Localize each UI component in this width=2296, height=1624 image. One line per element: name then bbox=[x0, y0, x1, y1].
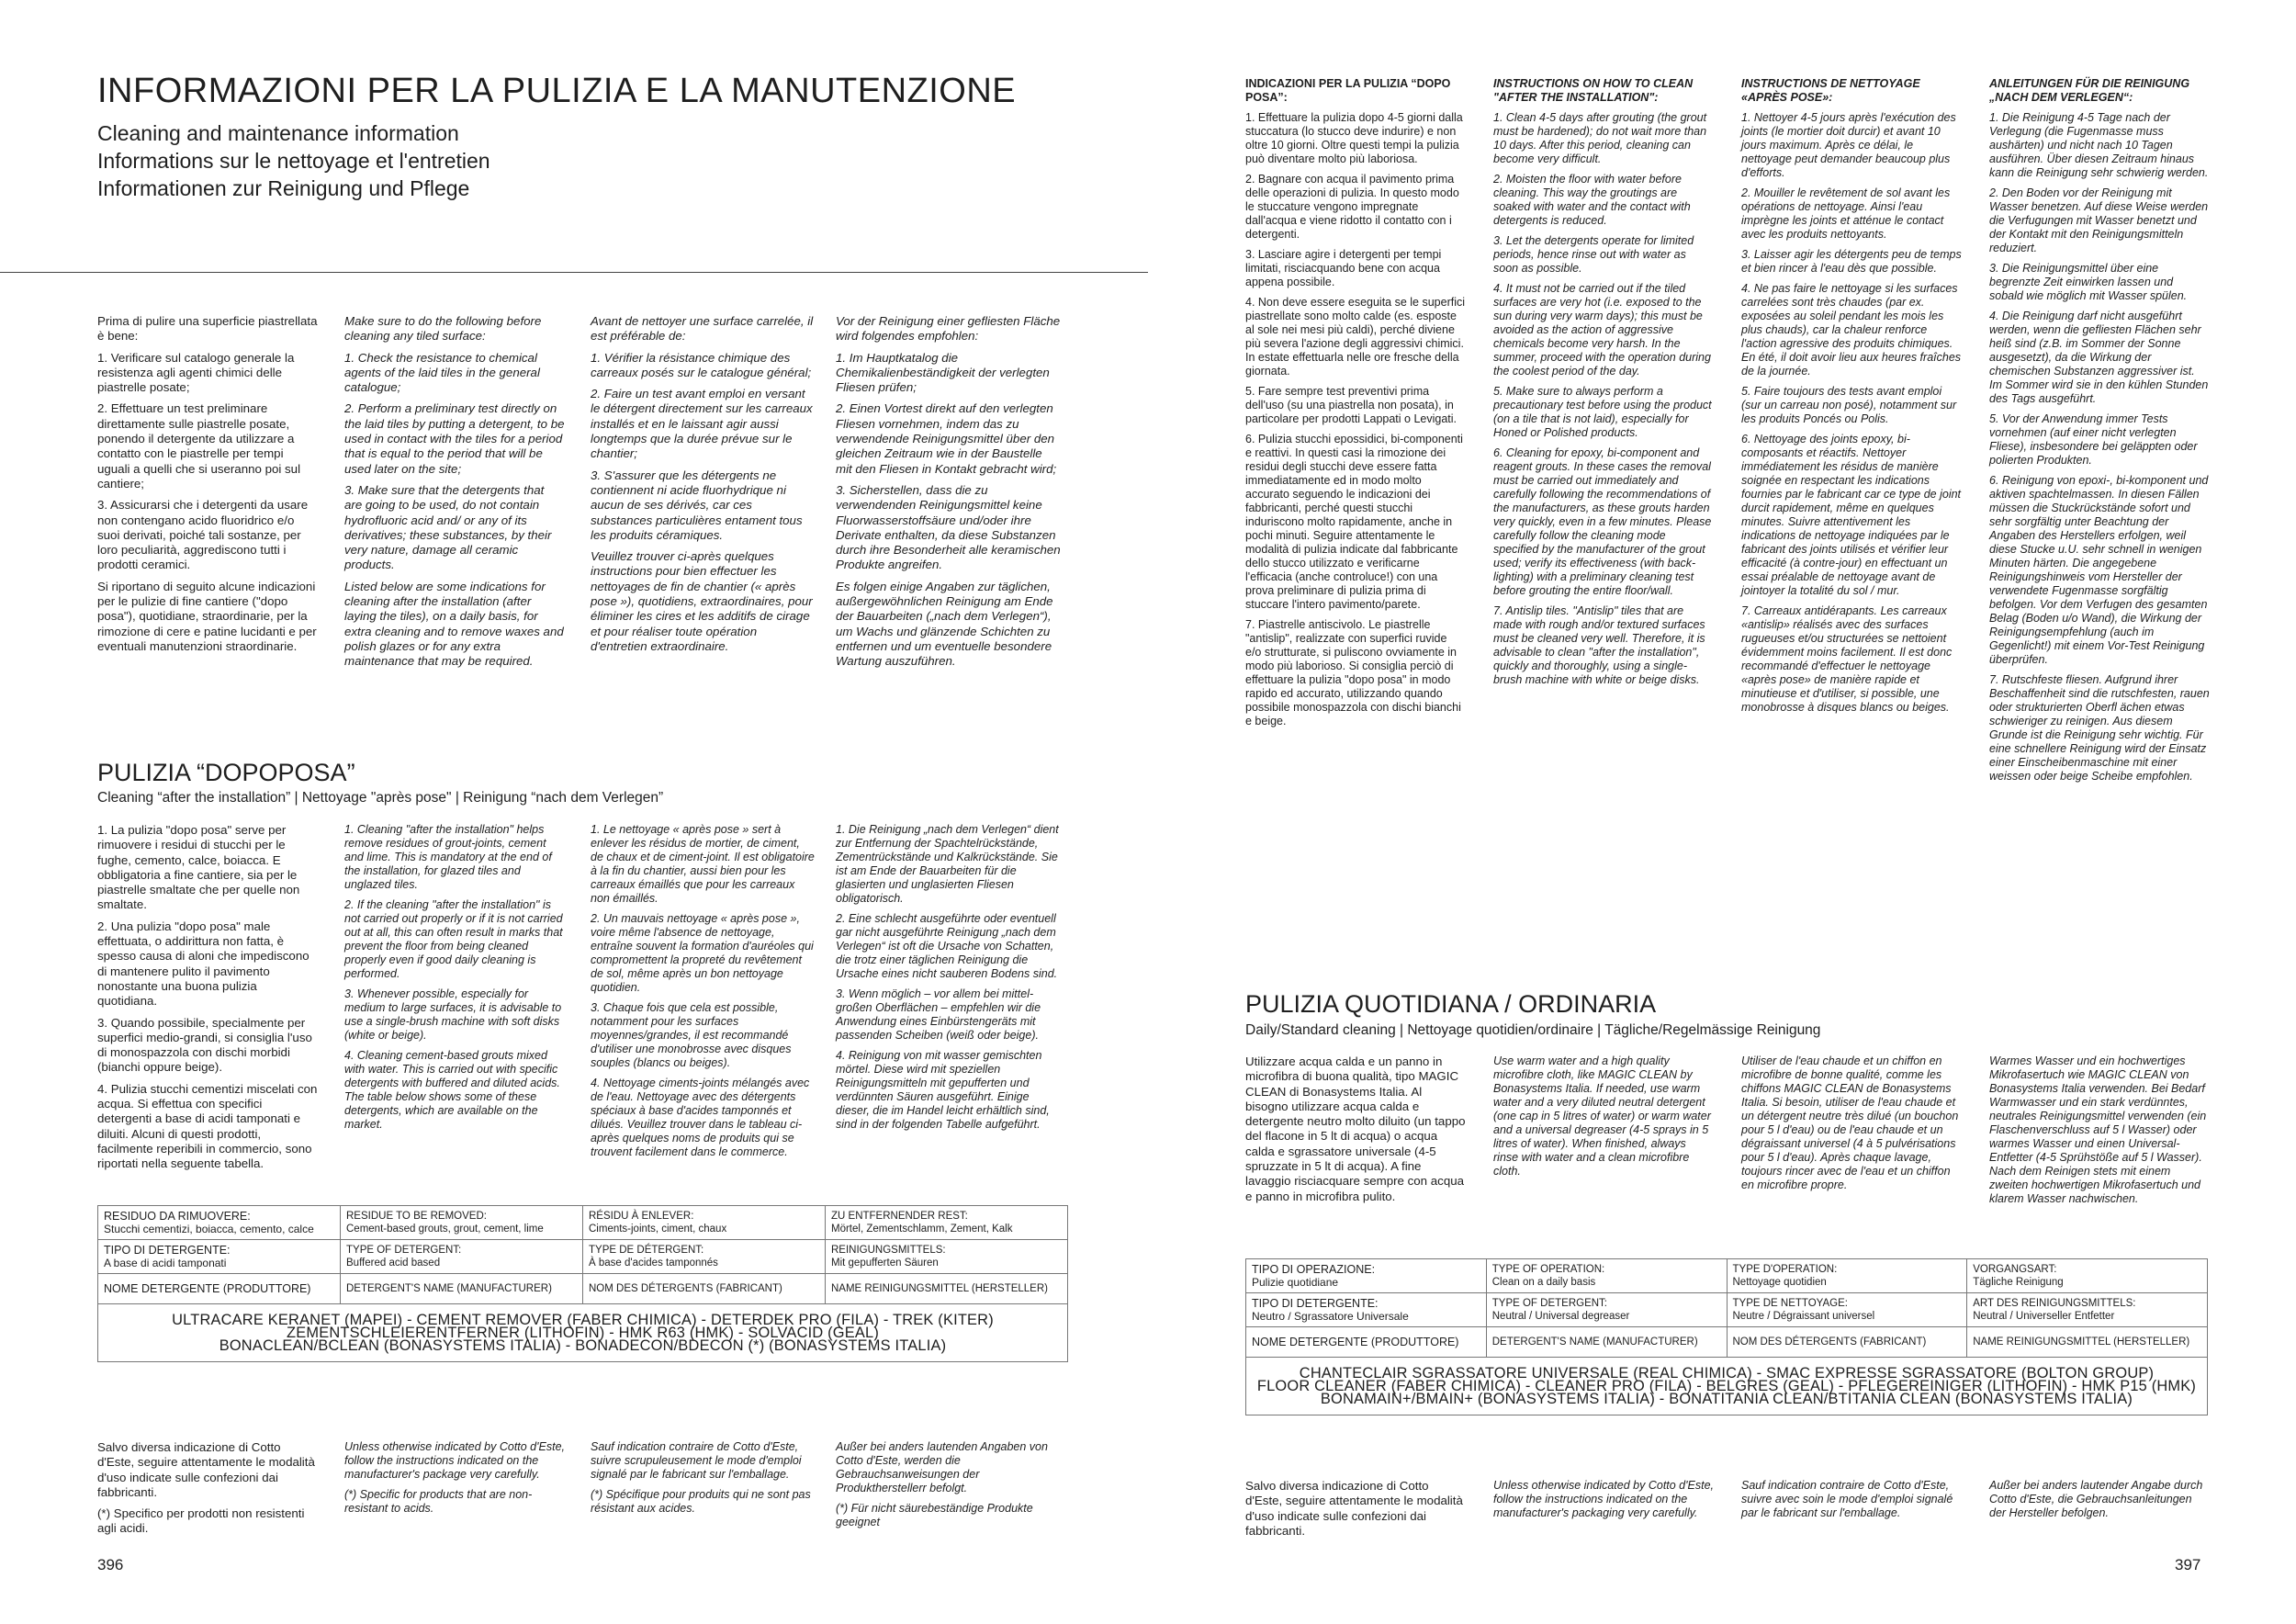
cell-label: TYPE DE NETTOYAGE: bbox=[1732, 1298, 1848, 1309]
cell-label: RESIDUO DA RIMUOVERE: bbox=[104, 1210, 251, 1223]
intro-en-2: 2. Perform a preliminary test directly on the laid tiles by putting a detergent, to be used in contact with the tiles for a period that is equal to the period that will be used later on the site; bbox=[344, 401, 565, 476]
footer-en-right bbox=[1493, 1479, 1714, 1527]
subtitle-fr: Informations sur le nettoyage et l'entretien bbox=[97, 149, 490, 173]
product-line: BONAMAIN+/BMAIN+ (BONASYSTEMS ITALIA) - BONATITANIA CLEAN/BTITANIA CLEAN (BONASYSTEMS ITALIA) bbox=[1320, 1391, 2133, 1407]
daily-table bbox=[1245, 1258, 2208, 1415]
footer-de-asterisk: (*) Für nicht säurebeständige Produkte geeignet bbox=[836, 1502, 1033, 1528]
intro-fr-2: 2. Faire un test avant emploi en versant le détergent directement sur les carreaux installés et en le laissant agir aussi longtemps que la durée prévue sur le chantier; bbox=[591, 387, 813, 461]
footer-fr bbox=[591, 1440, 816, 1522]
section-subtitle-quotidiana: Daily/Standard cleaning | Nettoyage quotidien/ordinaire | Tägliche/Regelmässige Reinigung bbox=[1245, 1022, 1821, 1038]
dopoposa-it-3: 3. Quando possibile, specialmente per superfici medio-grandi, si consiglia l'uso di monospazzola con dischi morbidi (bianchi oppure beige). bbox=[97, 1015, 312, 1075]
cell-value: Neutral / Universal degreaser bbox=[1491, 1311, 1630, 1322]
cell-value: Mit gepufferten Säuren bbox=[831, 1257, 939, 1269]
dopoposa-en-2: 2. If the cleaning "after the installation" is not carried out properly or if it is not carried out at all, this can often result in marks that prevent the floor from being cleaned properly even if good daily cleaning is performed. bbox=[344, 898, 563, 980]
intro-fr-3: 3. S'assurer que les détergents ne contiennent ni acide fluorhydrique ni aucun de ses dérivés, car ces substances particulières entament tous les produits céramiques. bbox=[591, 468, 803, 542]
cell-label: TIPO DI DETERGENTE: bbox=[104, 1244, 231, 1257]
page-number: 397 bbox=[2175, 1556, 2201, 1573]
daily-de-text: Warmes Wasser und ein hochwertiges Mikrofasertuch wie MAGIC CLEAN von Bonasystems Italia verwenden. Bei Bedarf Warmwasser und ein stark verdünntes, neutrales Reinigungsmittel verwenden (ein Flaschenverschluss auf 5 l Wasser) oder warmes Wasser und einen Universal-Entfetter (4-5 Sprühstöße auf 5 l Wasser). Nach dem Reinigen stets mit einem zweiten hochwertigen Mikrofasertuch und klarem Wasser nachwischen. bbox=[1989, 1054, 2207, 1205]
cell-value: À base d'acides tamponnés bbox=[589, 1257, 718, 1269]
cell-label: TYPE OF OPERATION: bbox=[1491, 1264, 1605, 1275]
dopoposa-instructions-fr bbox=[1741, 77, 1962, 721]
page-subtitles bbox=[97, 119, 490, 202]
daily-en bbox=[1493, 1054, 1714, 1185]
dopoposa-it bbox=[97, 823, 318, 1179]
intro-it-4: Si riportano di seguito alcune indicazioni per le pulizie di fine cantiere ("dopo posa"), quotidiane, straordinarie, per la rimozione di cere e patine lucidanti e per eventuali manutenzioni straordinarie. bbox=[97, 579, 317, 653]
instruction-de-5: 5. Vor der Anwendung immer Tests vornehmen (auf einer nicht verlegten Fliese), insbesondere bei geläppten oder polierten Produkten. bbox=[1989, 412, 2198, 467]
instruction-fr-3: 3. Laisser agir les détergents peu de temps et bien rincer à l'eau dès que possible. bbox=[1741, 248, 1962, 275]
intro-en-4: Listed below are some indications for cleaning after the installation (after laying the tiles), on a daily basis, for extra cleaning and to remove waxes and polish glazes or for any extra maintenance that may be required. bbox=[344, 579, 564, 669]
intro-it bbox=[97, 314, 318, 660]
section-title-quotidiana: PULIZIA QUOTIDIANA / ORDINARIA bbox=[1245, 990, 1657, 1018]
cell-value: A base di acidi tamponati bbox=[104, 1257, 227, 1269]
daily-en-text: Use warm water and a high quality microfibre cloth, like MAGIC CLEAN by Bonasystems Italia. If needed, use warm water and a very diluted neutral detergent (one cap in 5 litres of water) or warm water and a universal degreaser (4-5 sprays in 5 litres of water). When finished, always rinse with water and a clean microfibre cloth. bbox=[1493, 1054, 1711, 1178]
daily-it bbox=[1245, 1054, 1466, 1211]
intro-fr-1: 1. Vérifier la résistance chimique des carreaux posés sur le catalogue général; bbox=[591, 350, 812, 379]
instructions-title-de: ANLEITUNGEN FÜR DIE REINIGUNG „NACH DEM VERLEGEN“: bbox=[1989, 77, 2190, 104]
cell-value: Neutro / Sgrassatore Universale bbox=[1252, 1310, 1409, 1323]
dopoposa-en-3: 3. Whenever possible, especially for medium to large surfaces, it is advisable to use a single-brush machine with soft disks (white or beige). bbox=[344, 987, 562, 1042]
footer-fr-note: Sauf indication contraire de Cotto d'Este, suivre scrupuleusement le mode d'emploi signalé par le fabricant sur l'emballage. bbox=[591, 1440, 802, 1481]
footer-it-asterisk: (*) Specifico per prodotti non resistenti agli acidi. bbox=[97, 1506, 305, 1536]
cell-label: TIPO DI OPERAZIONE: bbox=[1252, 1263, 1376, 1276]
daily-fr bbox=[1741, 1054, 1962, 1199]
cell-value: Nettoyage quotidien bbox=[1732, 1277, 1827, 1288]
daily-de bbox=[1989, 1054, 2210, 1212]
instruction-de-7: 7. Rutschfeste fliesen. Aufgrund ihrer Beschaffenheit sind die rutschfesten, rauen oder strukturierten Oberfl ächen etwas schwieriger zu reinigen. Aus diesem Grunde ist die Reinigung sehr wichtig. Für eine schnellere Reinigung wird der Einsatz einer Einscheibenmaschine mit einer weissen oder beige Scheibe empfohlen. bbox=[1989, 673, 2210, 783]
footer-it bbox=[97, 1440, 318, 1543]
cell-label: NOM DES DÉTERGENTS (FABRICANT) bbox=[589, 1283, 782, 1294]
cell-label: TYPE DE DÉTERGENT: bbox=[589, 1245, 704, 1256]
instruction-fr-2: 2. Mouiller le revêtement de sol avant les opérations de nettoyage. Ainsi l'eau imprègne les joints et atténue le contact avec les produits nettoyants. bbox=[1741, 186, 1951, 241]
cell-value: Clean on a daily basis bbox=[1491, 1277, 1596, 1288]
cell-label: NAME REINIGUNGSMITTEL (HERSTELLER) bbox=[831, 1283, 1048, 1294]
cell-label: NOME DETERGENTE (PRODUTTORE) bbox=[1252, 1336, 1459, 1348]
instruction-de-1: 1. Die Reinigung 4-5 Tage nach der Verlegung (die Fugenmasse muss aushärten) und nicht nach 10 Tagen ausführen. Über diesen Zeitraum hinaus kann die Reinigung sehr schwierig werden. bbox=[1989, 111, 2209, 179]
instruction-it-4: 4. Non deve essere eseguita se le superfici piastrellate sono molto calde (es. esposte al sole nei mesi più caldi), perché diviene più severa l'azione degli aggressivi chimici. In estate effettuarla nelle ore fresche della giornata. bbox=[1245, 296, 1466, 378]
dopoposa-instructions-de bbox=[1989, 77, 2210, 790]
product-line: CHANTECLAIR SGRASSATORE UNIVERSALE (REAL CHIMICA) - SMAC EXPRESSE SGRASSATORE (BOLTON GROUP) bbox=[1299, 1365, 2155, 1382]
dopoposa-de-1: 1. Die Reinigung „nach dem Verlegen“ dient zur Entfernung der Spachtelrückstände, Zementrückstände und Kalkrückstände. Sie ist am Ende der Bauarbeiten für die glasierten und unglasierten Fliesen obligatorisch. bbox=[836, 823, 1059, 905]
cell-value: Ciments-joints, ciment, chaux bbox=[589, 1224, 727, 1235]
dopoposa-fr-2: 2. Un mauvais nettoyage « après pose », voire même l'absence de nettoyage, entraîne souvent la formation d'auréoles qui compromettent la propreté du revêtement de sol, même après un bon nettoyage quotidien. bbox=[591, 912, 814, 994]
footer-fr-asterisk: (*) Spécifique pour produits qui ne sont pas résistant aux acides. bbox=[591, 1488, 811, 1515]
table-row bbox=[98, 1274, 1068, 1304]
instruction-en-6: 6. Cleaning for epoxy, bi-component and reagent grouts. In these cases the removal must be carried out immediately and carefully following the recommendations of the manufacturers, as these grouts harden very quickly, even in a few minutes. Please carefully follow the cleaning mode specified by the manufacturer of the grout used; verify its effectiveness (with back-lighting) with a preliminary cleaning test before grouting the entire floor/wall. bbox=[1493, 446, 1712, 597]
cell-label: DETERGENT'S NAME (MANUFACTURER) bbox=[346, 1283, 552, 1294]
intro-it-lead: Prima di pulire una superficie piastrellata è bene: bbox=[97, 314, 318, 344]
dopoposa-it-4: 4. Pulizia stucchi cementizi miscelati con acqua. Si effettua con specifici detergenti a base di acidi tamponati e diluiti. Alcuni di questi prodotti, facilmente reperibili in commercio, sono riportati nella seguente tabella. bbox=[97, 1081, 318, 1171]
intro-fr-lead: Avant de nettoyer une surface carrelée, il est préférable de: bbox=[591, 314, 814, 344]
dopoposa-de-4: 4. Reinigung von mit wasser gemischten mörtel. Diese wird mit speziellen Reinigungsmitteln mit gepufferten und verdünnten Säuren ausgeführt. Einige dieser, die im Handel leicht erhältlich sind, sind in der folgenden Tabelle aufgeführt. bbox=[836, 1049, 1050, 1131]
cell-value: Tägliche Reinigung bbox=[1973, 1277, 2064, 1288]
right-page bbox=[1148, 0, 2296, 1624]
instruction-it-6: 6. Pulizia stucchi epossidici, bi-componenti e reattivi. In questi casi la rimozione dei residui degli stucchi deve essere fatta immediatamente ed in modo molto accurato seguendo le indicazioni dei fabbricanti, perché questi stucchi induriscono molto rapidamente, anche in pochi minuti. Seguire attentamente le modalità di pulizia indicate dal fabbricante dello stucco utilizzato e verificarne l'efficacia (anche controluce!) con una prova preliminare di pulizia prima di stuccare l'intero pavimento/parete. bbox=[1245, 433, 1463, 611]
dopoposa-de-2: 2. Eine schlecht ausgeführte oder eventuell gar nicht ausgeführte Reinigung „nach dem Verlegen“ ist oft die Ursache von Schatten, die trotz einer täglichen Reinigung die Ursache eines nicht sauberen Bodens sind. bbox=[836, 912, 1058, 980]
intro-fr-4: Veuillez trouver ci-après quelques instructions pour bien effectuer les nettoyages de fin de chantier (« après pose »), quotidiens, extraordinaires, pour éliminer les cires et les additifs de cirage et pour réaliser toute opération d'entretien extraordinaire. bbox=[591, 549, 813, 653]
cell-label: RÉSIDU À ENLEVER: bbox=[589, 1211, 694, 1222]
cell-label: DETERGENT'S NAME (MANUFACTURER) bbox=[1491, 1336, 1698, 1348]
instruction-de-6: 6. Reinigung von epoxi-, bi-komponent und aktiven spachtelmassen. In diesen Fällen müssen die Stuckrückstände sofort und sehr sorgfältig unter Beachtung der Angaben des Herstellers erfolgen, weil diese Stucke u.U. sehr schnell in wenigen Minuten härten. Die angegebene Reinigungshinweis vom Hersteller der verwendete Fugenmasse sorgfältig befolgen. Vor dem Verfugen des gesamten Belag (Boden u/o Wand), die Wirkung der Reinigungsempfehlung (auch im Gegenlicht!) mit einem Vor-Test Reinigung überprüfen. bbox=[1989, 474, 2209, 666]
cell-label: ZU ENTFERNENDER REST: bbox=[831, 1211, 968, 1222]
table-row bbox=[1246, 1259, 2208, 1293]
dopoposa-table bbox=[97, 1205, 1068, 1362]
instruction-en-3: 3. Let the detergents operate for limited periods, hence rinse out with water as soon as possible. bbox=[1493, 234, 1694, 275]
footer-en-note: Unless otherwise indicated by Cotto d'Este, follow the instructions indicated on the manufacturer's packaging very carefully. bbox=[1493, 1479, 1715, 1519]
instruction-de-4: 4. Die Reinigung darf nicht ausgeführt werden, wenn die gefliesten Flächen sehr heiß sind (z.B. im Sommer der Sonne ausgesetzt), da die Wirkung der chemischen Substanzen aggressiver ist. Im Sommer wird sie in den kühlen Stunden des Tags ausgeführt. bbox=[1989, 310, 2209, 405]
dopoposa-it-2: 2. Una pulizia "dopo posa" male effettuata, o addirittura non fatta, è spesso causa di aloni che impediscono di mantenere pulito il pavimento nonostante una buona pulizia quotidiana. bbox=[97, 919, 310, 1009]
dopoposa-en-1: 1. Cleaning "after the installation" helps remove residues of grout-joints, cement and lime. This is mandatory at the end of the installation, for glazed tiles and unglazed tiles. bbox=[344, 823, 552, 891]
instructions-title-en: INSTRUCTIONS ON HOW TO CLEAN "AFTER THE INSTALLATION": bbox=[1493, 77, 1694, 104]
cell-value: Stucchi cementizi, boiacca, cemento, calce bbox=[104, 1223, 314, 1235]
section-title-dopoposa: PULIZIA “DOPOPOSA” bbox=[97, 759, 355, 786]
intro-fr bbox=[591, 314, 816, 660]
intro-de-2: 2. Einen Vortest direkt auf den verlegten Fliesen vornehmen, indem das zu verwendende Reinigungsmittel über den gleichen Zeitraum wie in der Baustelle mit den Fliesen in Kontakt gebracht wird; bbox=[836, 401, 1057, 476]
product-line: ZEMENTSCHLEIERENTFERNER (LITHOFIN) - HMK R63 (HMK) - SOLVACID (GEAL) bbox=[287, 1325, 879, 1341]
dopoposa-fr-1: 1. Le nettoyage « après pose » sert à enlever les résidus de mortier, de ciment, de chaux et de ciment-joint. Il est obligatoire à la fin du chantier, aussi bien pour les carreaux émaillés que pour les carreaux non émaillés. bbox=[591, 823, 815, 905]
instructions-title-fr: INSTRUCTIONS DE NETTOYAGE «APRÈS POSE»: bbox=[1741, 77, 1920, 104]
instruction-it-1: 1. Effettuare la pulizia dopo 4-5 giorni dalla stuccatura (lo stucco deve indurire) e non oltre 10 giorni. Oltre questi tempi la pulizia può diventare molto più laboriosa. bbox=[1245, 111, 1463, 165]
footer-de-right bbox=[1989, 1479, 2210, 1527]
instruction-en-1: 1. Clean 4-5 days after grouting (the grout must be hardened); do not wait more than 10 days. After this period, cleaning can become very difficult. bbox=[1493, 111, 1707, 165]
instruction-en-2: 2. Moisten the floor with water before cleaning. This way the groutings are soaked with water and the contact with detergents is reduced. bbox=[1493, 173, 1691, 227]
dopoposa-fr bbox=[591, 823, 816, 1166]
footer-en-asterisk: (*) Specific for products that are non-resistant to acids. bbox=[344, 1488, 533, 1515]
dopoposa-instructions-en bbox=[1493, 77, 1714, 694]
footer-de-note: Außer bei anders lautenden Angaben von Cotto d'Este, werden die Gebrauchsanweisungen der Produktherstellerr befolgt. bbox=[836, 1440, 1048, 1494]
cell-label: NOM DES DÉTERGENTS (FABRICANT) bbox=[1732, 1336, 1927, 1348]
product-list bbox=[98, 1304, 1068, 1362]
table-row bbox=[1246, 1358, 2208, 1415]
instruction-fr-7: 7. Carreaux antidérapants. Les carreaux «antislip» réalisés avec des surfaces rugueuses et/ou structurées se nettoient évidemment moins facilement. Il est donc recommandé d'effectuer le nettoyage «après pose» de manière rapide et minutieuse et d'utiliser, si possible, une monobrosse à disques blancs ou beiges. bbox=[1741, 604, 1953, 714]
product-line: BONACLEAN/BCLEAN (BONASYSTEMS ITALIA) - BONADECON/BDECON (*) (BONASYSTEMS ITALIA) bbox=[219, 1337, 947, 1354]
intro-en-lead: Make sure to do the following before cleaning any tiled surface: bbox=[344, 314, 542, 344]
intro-de-1: 1. Im Hauptkatalog die Chemikalienbeständigkeit der verlegten Fliesen prüfen; bbox=[836, 350, 1050, 395]
intro-it-2: 2. Effettuare un test preliminare direttamente sulle piastrelle posate, ponendo il detergente da utilizzare a contatto con le piastrelle per tempi uguali a quelli che si useranno poi sul cantiere; bbox=[97, 401, 301, 491]
footer-fr-note: Sauf indication contraire de Cotto d'Este, suivre avec soin le mode d'emploi signalé par le fabricant sur l'emballage. bbox=[1741, 1479, 1953, 1519]
instruction-en-4: 4. It must not be carried out if the tiled surfaces are very hot (i.e. exposed to the sun during very warm days); this must be avoided as the action of aggressive chemicals become very harsh. In the summer, proceed with the operation during the coolest period of the day. bbox=[1493, 282, 1711, 378]
table-row bbox=[1246, 1327, 2208, 1358]
footer-fr-right bbox=[1741, 1479, 1962, 1527]
intro-en bbox=[344, 314, 565, 676]
cell-label: NAME REINIGUNGSMITTEL (HERSTELLER) bbox=[1973, 1336, 2190, 1348]
intro-de-4: Es folgen einige Angaben zur täglichen, außergewöhnlichen Reinigung am Ende der Bauarbeiten („nach dem Verlegen“), um Wachs und glänzende Schichten zu entfernen und um eventuelle besondere Wartung auszuführen. bbox=[836, 579, 1053, 669]
instructions-title-it: INDICAZIONI PER LA PULIZIA “DOPO POSA”: bbox=[1245, 77, 1451, 104]
footer-it-note: Salvo diversa indicazione di Cotto d'Este, seguire attentamente le modalità d'uso indicate sulle confezioni dai fabbricanti. bbox=[1245, 1479, 1463, 1538]
dopoposa-de-3: 3. Wenn möglich – vor allem bei mittel-großen Oberflächen – empfehlen wir die Anwendung eines Einbürstengeräts mit passenden Scheiben (weiß oder beige). bbox=[836, 987, 1041, 1042]
instruction-fr-6: 6. Nettoyage des joints epoxy, bi-composants et réactifs. Nettoyer immédiatement les résidus de manière soignée en respectant les indications fournies par le fabricant car ce type de joint durcit rapidement, même en quelques minutes. Suivre attentivement les indications de nettoyage indiquées par le fabricant des joints utilisés et vérifier leur efficacité (à contre-jour) en effectuant un essai préalable de nettoyage avant de jointoyer la totalité du sol / mur. bbox=[1741, 433, 1962, 597]
footer-en-note: Unless otherwise indicated by Cotto d'Este, follow the instructions indicated on the manufacturer's package very carefully. bbox=[344, 1440, 566, 1481]
cell-label: TIPO DI DETERGENTE: bbox=[1252, 1297, 1379, 1310]
table-row bbox=[98, 1304, 1068, 1362]
cell-value: Buffered acid based bbox=[346, 1257, 441, 1269]
cell-value: Neutre / Dégraissant universel bbox=[1732, 1311, 1875, 1322]
dopoposa-en-4: 4. Cleaning cement-based grouts mixed with water. This is carried out with specific detergents with buffered and diluted acids. The table below shows some of these detergents, which are available on the market. bbox=[344, 1049, 560, 1131]
cell-label: REINIGUNGSMITTELS: bbox=[831, 1245, 946, 1256]
instruction-it-2: 2. Bagnare con acqua il pavimento prima delle operazioni di pulizia. In questo modo le stuccature vengono impregnate dall'acqua e viene ridotto il contatto con i detergenti. bbox=[1245, 173, 1459, 241]
instruction-it-7: 7. Piastrelle antiscivolo. Le piastrelle "antislip", realizzate con superfici ruvide e/o strutturate, si puliscono ovviamente in modo più laborioso. Si consiglia perciò di effettuare la pulizia "dopo posa" in modo rapido ed accurato, utilizzando quando possibile monospazzola con dischi bianchi e beige. bbox=[1245, 618, 1461, 727]
daily-it-text: Utilizzare acqua calda e un panno in microfibra di buona qualità, tipo MAGIC CLEAN di Bonasystems Italia. Al bisogno utilizzare acqua calda e detergente neutro molto diluito (un tappo del flacone in 5 lt di acqua) o acqua calda e sgrassatore universale (4-5 spruzzate in 5 lt di acqua). A fine lavaggio risciacquare sempre con acqua e panno in microfibra pulito. bbox=[1245, 1054, 1466, 1203]
intro-de-lead: Vor der Reinigung einer gefliesten Fläche wird folgendes empfohlen: bbox=[836, 314, 1061, 344]
subtitle-en: Cleaning and maintenance information bbox=[97, 121, 459, 145]
footer-de-note: Außer bei anders lautender Angabe durch Cotto d'Este, die Gebrauchsanleitungen der Hersteller befolgen. bbox=[1989, 1479, 2203, 1519]
cell-label: TYPE OF DETERGENT: bbox=[1491, 1298, 1607, 1309]
subtitle-de: Informationen zur Reinigung und Pflege bbox=[97, 176, 470, 200]
cell-value: Pulizie quotidiane bbox=[1252, 1276, 1339, 1289]
product-line: ULTRACARE KERANET (MAPEI) - CEMENT REMOVER (FABER CHIMICA) - DETERDEK PRO (FILA) - TREK (KITER) bbox=[172, 1312, 994, 1328]
intro-it-3: 3. Assicurarsi che i detergenti da usare non contengano acido fluoridrico e/o suoi derivati, poiché tali sostanze, per loro peculiarità, aggrediscono tutti i prodotti ceramici. bbox=[97, 498, 309, 572]
cell-value: Neutral / Universeller Entfetter bbox=[1973, 1311, 2115, 1322]
daily-fr-text: Utiliser de l'eau chaude et un chiffon en microfibre de bonne qualité, comme les chiffons MAGIC CLEAN de Bonasystems Italia. Si besoin, utiliser de l'eau chaude et un détergent neutre très dilué (un bouchon pour 5 l d'eau) ou de l'eau chaude et un dégraissant universel (4 à 5 pulvérisations pour 5 l d'eau). Après chaque lavage, toujours rincer avec de l'eau et un chiffon en microfibre propre. bbox=[1741, 1054, 1959, 1191]
cell-label: ART DES REINIGUNGSMITTELS: bbox=[1973, 1298, 2136, 1309]
product-list bbox=[1246, 1358, 2208, 1415]
table-row bbox=[1246, 1293, 2208, 1327]
cell-label: TYPE OF DETERGENT: bbox=[346, 1245, 462, 1256]
footer-de bbox=[836, 1440, 1061, 1536]
section-subtitle-dopoposa: Cleaning “after the installation” | Nettoyage "après pose" | Reinigung “nach dem Verlegen” bbox=[97, 790, 664, 806]
intro-en-1: 1. Check the resistance to chemical agents of the laid tiles in the general catalogue; bbox=[344, 350, 540, 395]
cell-value: Cement-based grouts, grout, cement, lime bbox=[346, 1224, 544, 1235]
footer-en bbox=[344, 1440, 565, 1522]
dopoposa-fr-3: 3. Chaque fois que cela est possible, notamment pour les surfaces moyennes/grandes, il est recommandé d'utiliser une monobrosse avec disques souples (blancs ou beiges). bbox=[591, 1001, 792, 1069]
title-divider bbox=[0, 272, 1148, 273]
intro-de-3: 3. Sicherstellen, dass die zu verwendenden Reinigungsmittel keine Fluorwasserstoffsäure und/oder ihre Derivate enthalten, da diese Substanzen durch ihre Besonderheit alle keramischen Produkte angreifen. bbox=[836, 482, 1061, 572]
table-row bbox=[98, 1240, 1068, 1274]
intro-it-1: 1. Verificare sul catalogo generale la resistenza agli agenti chimici delle piastrelle posate; bbox=[97, 350, 295, 395]
page-number: 396 bbox=[97, 1556, 124, 1573]
instruction-it-5: 5. Fare sempre test preventivi prima dell'uso (su una piastrella non posata), in particolare per prodotti Lappati o Levigati. bbox=[1245, 385, 1458, 425]
instruction-de-2: 2. Den Boden vor der Reinigung mit Wasser benetzen. Auf diese Weise werden die Verfugungen mit Wasser benetzt und der Kontakt mit den Reinigungsmitteln reduziert. bbox=[1989, 186, 2209, 254]
cell-value: Mörtel, Zementschlamm, Zement, Kalk bbox=[831, 1224, 1013, 1235]
footer-it-right bbox=[1245, 1479, 1466, 1545]
cell-label: NOME DETERGENTE (PRODUTTORE) bbox=[104, 1282, 311, 1295]
intro-en-3: 3. Make sure that the detergents that are going to be used, do not contain hydrofluoric acid and/ or any of its derivatives; these substances, by their very nature, damage all ceramic products. bbox=[344, 482, 552, 572]
instruction-fr-5: 5. Faire toujours des tests avant emploi (sur un carreau non posé), notamment sur les produits Poncés ou Polis. bbox=[1741, 385, 1957, 425]
dopoposa-instructions-it bbox=[1245, 77, 1466, 735]
cell-label: RESIDUE TO BE REMOVED: bbox=[346, 1211, 487, 1222]
instruction-en-5: 5. Make sure to always perform a precautionary test before using the product (on a tile that is not laid), especially for Honed or Polished products. bbox=[1493, 385, 1712, 439]
dopoposa-it-1: 1. La pulizia "dopo posa" serve per rimuovere i residui di stucchi per le fughe, cemento, calce, boiacca. E obbligatoria a fine cantiere, sia per le piastrelle smaltate che per quelle non smaltate. bbox=[97, 823, 300, 912]
instruction-it-3: 3. Lasciare agire i detergenti per tempi limitati, risciacquando bene con acqua appena possibile. bbox=[1245, 248, 1442, 288]
cell-label: TYPE D'OPERATION: bbox=[1732, 1264, 1838, 1275]
instruction-de-3: 3. Die Reinigungsmittel über eine begrenzte Zeit einwirken lassen und sobald wie möglich mit Wasser spülen. bbox=[1989, 262, 2188, 302]
product-line: FLOOR CLEANER (FABER CHIMICA) - CLEANER PRO (FILA) - BELGRES (GEAL) - PFLEGEREINIGER (LITHOFIN) - HMK P15 (HMK) bbox=[1256, 1378, 2197, 1394]
instruction-fr-1: 1. Nettoyer 4-5 jours après l'exécution des joints (le mortier doit durcir) et avant 10 jours maximum. Après ce délai, le nettoyage peut demander beaucoup plus d'efforts. bbox=[1741, 111, 1956, 179]
dopoposa-de bbox=[836, 823, 1061, 1138]
dopoposa-en bbox=[344, 823, 565, 1138]
instruction-fr-4: 4. Ne pas faire le nettoyage si les surfaces carrelées sont très chaudes (par ex. exposées au soleil pendant les mois les plus chauds), car la chaleur renforce l'action agressive des produits chimiques. En été, il doit avoir lieu aux heures fraîches de la journée. bbox=[1741, 282, 1962, 378]
page-title: INFORMAZIONI PER LA PULIZIA E LA MANUTENZIONE bbox=[97, 72, 1017, 110]
table-row bbox=[98, 1206, 1068, 1240]
footer-it-note: Salvo diversa indicazione di Cotto d'Este, seguire attentamente le modalità d'uso indicate sulle confezioni dai fabbricanti. bbox=[97, 1440, 315, 1499]
intro-de bbox=[836, 314, 1061, 676]
dopoposa-fr-4: 4. Nettoyage ciments-joints mélangés avec de l'eau. Nettoyage avec des détergents spéciaux à base d'acides tamponnés et dilués. Veuillez trouver dans le tableau ci-après quelques noms de produits qui se trouvent facilement dans le commerce. bbox=[591, 1077, 810, 1158]
instruction-en-7: 7. Antislip tiles. "Antislip" tiles that are made with rough and/or textured surfaces must be cleaned very well. Therefore, it is advisable to clean "after the installation", quickly and thoroughly, using a single-brush machine with white or beige disks. bbox=[1493, 604, 1705, 686]
cell-label: VORGANGSART: bbox=[1973, 1264, 2057, 1275]
